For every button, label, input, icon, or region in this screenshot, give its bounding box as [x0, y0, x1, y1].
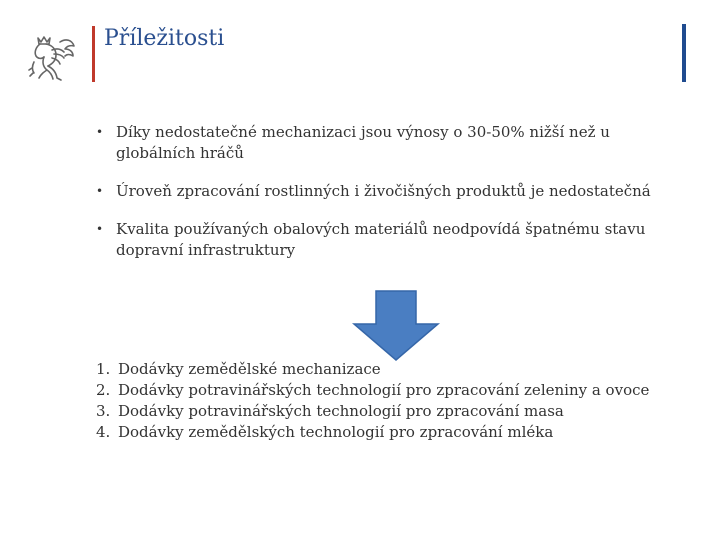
bullet-item	[96, 219, 656, 261]
bullet-list	[96, 122, 656, 278]
numbered-list	[96, 359, 656, 443]
item-text: Dodávky potravinářských technologií pro zpracování masa	[118, 402, 564, 420]
title-left-divider	[92, 26, 95, 82]
numbered-item	[96, 422, 656, 443]
numbered-item	[96, 359, 656, 380]
item-text: Dodávky zemědělských technologií pro zpracování mléka	[118, 423, 554, 441]
header-right-divider	[682, 24, 686, 82]
bullet-text: Díky nedostatečné mechanizaci jsou výnosy o 30-50% nižší než u globálních hráčů	[116, 123, 610, 162]
item-text: Dodávky zemědělské mechanizace	[118, 360, 381, 378]
bullet-item	[96, 181, 656, 202]
item-text: Dodávky potravinářských technologií pro zpracování zeleniny a ovoce	[118, 381, 650, 399]
page-title: Příležitosti	[104, 26, 225, 51]
bullet-marker: •	[96, 222, 104, 236]
item-number: 4.	[96, 423, 111, 441]
bullet-text: Kvalita používaných obalových materiálů neodpovídá špatnému stavu dopravní infrastruktury	[116, 220, 646, 259]
bullet-item	[96, 122, 656, 164]
item-number: 1.	[96, 360, 111, 378]
item-number: 3.	[96, 402, 111, 420]
down-arrow-icon	[352, 290, 440, 362]
bullet-marker: •	[96, 184, 104, 198]
bullet-marker: •	[96, 125, 104, 139]
bullet-text: Úroveň zpracování rostlinných i živočišných produktů je nedostatečná	[116, 182, 651, 200]
numbered-item	[96, 401, 656, 422]
czech-lion-emblem-icon	[24, 28, 82, 86]
item-number: 2.	[96, 381, 111, 399]
numbered-item	[96, 380, 656, 401]
